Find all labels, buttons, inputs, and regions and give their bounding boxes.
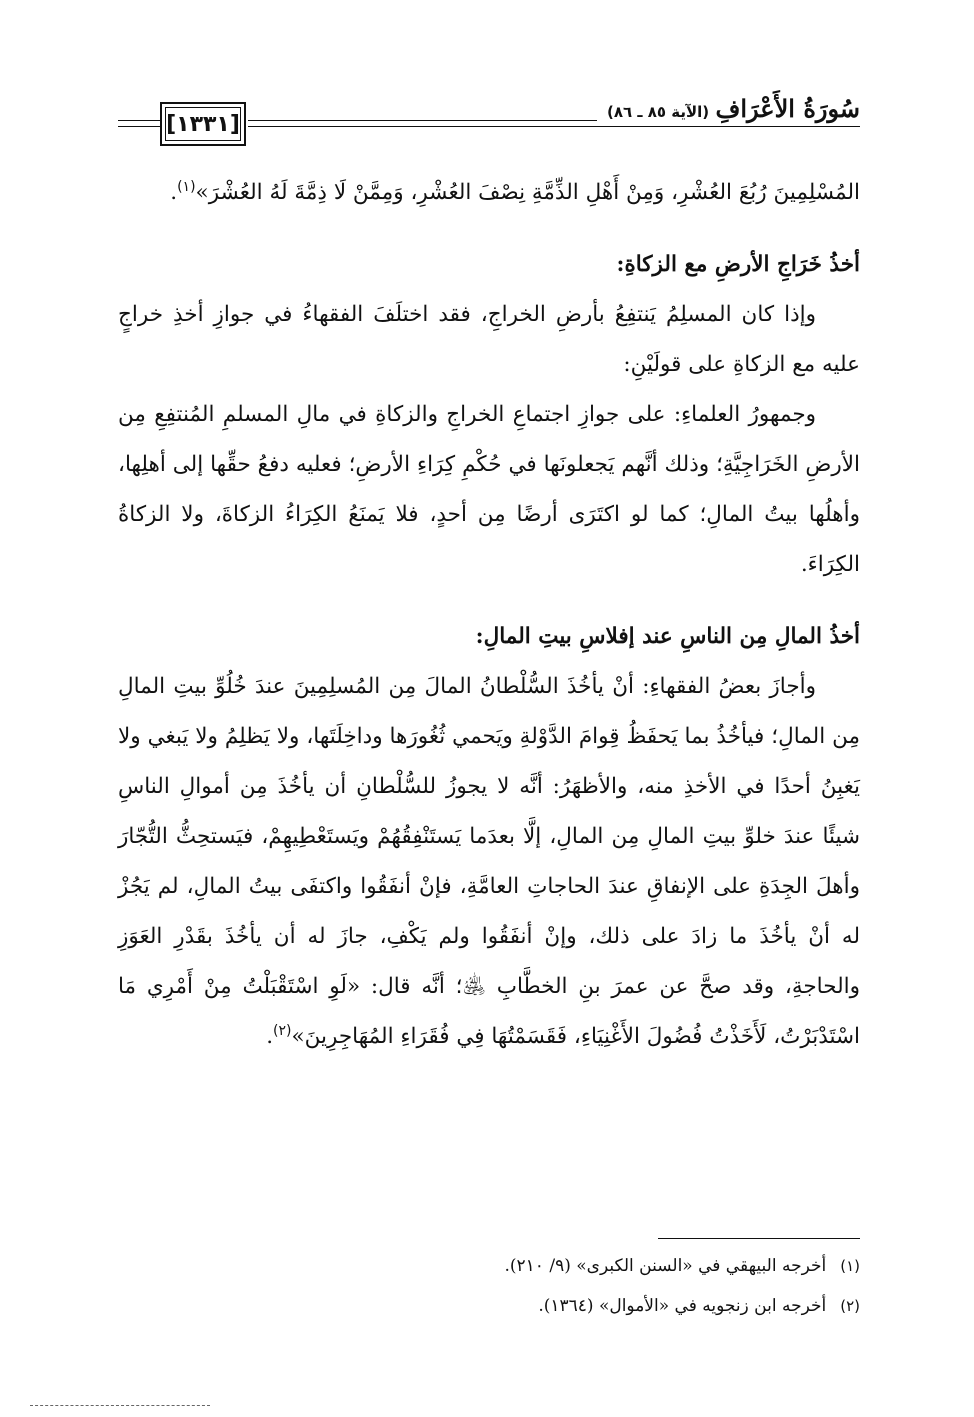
footnote-separator [658, 1238, 860, 1239]
ayah-range: (الآية ٨٥ ـ ٨٦) [606, 103, 710, 121]
paragraph [118, 168, 860, 218]
running-title [597, 94, 860, 123]
paragraph-text: وأجازَ بعضُ الفقهاءِ: أنْ يأخُذَ السُّلْطانُ المالَ مِن المُسلِمِينَ عندَ خُلُوِّ بيتِ المالِ مِن المالِ؛ فيأخُذُ بما يَحفَظُ قِوامَ الدَّوْلةِ ويَحمي ثُغُورَها وداخِلَتَها، ولا يَظلِمُ ولا يَبغي ولا يَغبِنُ أحدًا في الأخذِ منه، والأظهَرُ: أنَّه لا يجوزُ للسُّلْطانِ أن يأخُذَ مِن أموالِ الناسِ شيئًا عندَ خلوِّ بيتِ المالِ مِن المالِ، إلَّا بعدَما يَستَنْفِقُهُمْ ويَستَعْطِيهِمْ، فيَستحِثُّ التُّجّارَ وأهلَ الجِدَةِ على الإنفاقِ عندَ الحاجاتِ العامَّةِ، فإنْ أنفَقُوا واكتفَى بيتُ المالِ، لم يَجُزْ له أنْ يأخُذَ ما زادَ على ذلك، وإنْ أنفَقُوا ولم يَكْفِ، جازَ له أن يأخُذَ بقَدْرِ العَوَزِ والحاجةِ، وقد صحَّ عن عمرَ بنِ الخطَّابِ ﵁؛ أنَّه قال: «لَوِ اسْتَقْبَلْتُ مِنْ أَمْرِي مَا اسْتَدْبَرْتُ، لَأَخَذْتُ فُضُولَ الأَغْنِيَاءِ، فَقَسَمْتُهَا فِي فُقَرَاءِ المُهَاجِرِينَ» [118, 674, 860, 1049]
header-rule [118, 120, 160, 121]
paragraph [118, 662, 860, 1062]
paragraph: وإذا كان المسلِمُ يَنتفِعُ بأرضِ الخراجِ، فقد اختلَفَ الفقهاءُ في جوازِ أخذِ خراجٍ عليه مع الزكاةِ على قولَيْنِ: [118, 302, 860, 377]
paragraph: وجمهورُ العلماءِ: على جوازِ اجتماعِ الخراجِ والزكاةِ في مالِ المسلمِ المُنتفِعِ مِن الأرضِ الخَرَاجِيَّةِ؛ وذلك أنَّهم يَجعلونَها في حُكْمِ كِرَاءِ الأرضِ؛ فعليه دفعُ حقِّها إلى أهلِها، وأهلُها بيتُ المالِ؛ كما لو اكتَرَى أرضًا مِن أحدٍ، فلا يَمنَعُ الكِرَاءُ الزكاةَ، ولا الزكاةُ الكِرَاءَ. [118, 402, 860, 577]
footnote-text: أخرجه ابن زنجويه في «الأموال» (١٣٦٤). [538, 1296, 827, 1316]
paragraph-end: . [170, 180, 178, 205]
footnote [118, 1286, 860, 1326]
paragraph-text: المُسْلِمِينَ رُبُعَ العُشْرِ، وَمِنْ أَهْلِ الذِّمَّةِ نِصْفَ العُشْرِ، وَمِمَّنْ لَا ذِمَّةَ لَهُ العُشْرَ» [195, 180, 860, 205]
footnote-text: أخرجه البيهقي في «السنن الكبرى» (٩/ ٢١٠). [504, 1256, 827, 1276]
footnote-number: (٢) [840, 1297, 860, 1315]
section-heading: أخذُ المالِ مِن الناسِ عند إفلاسِ بيتِ المالِ: [475, 624, 860, 649]
footnote-marker: (١) [177, 178, 196, 195]
page-body [118, 168, 860, 1062]
surah-name: سُورَةُ الأَعْرَافِ [715, 94, 860, 123]
page-header [118, 96, 860, 164]
page-number-frame [160, 102, 246, 146]
footnote-marker: (٢) [273, 1022, 292, 1039]
header-rule [248, 126, 860, 127]
page-number: [١٣٣١] [165, 107, 241, 141]
header-rule [118, 126, 160, 127]
footnote [118, 1246, 860, 1286]
footnote-number: (١) [840, 1257, 860, 1275]
scan-edge-mark [30, 1405, 210, 1406]
footnotes [118, 1246, 860, 1326]
section-heading: أخذُ خَرَاجِ الأرضِ مع الزكاةِ: [616, 252, 860, 277]
paragraph-end: . [266, 1024, 274, 1049]
